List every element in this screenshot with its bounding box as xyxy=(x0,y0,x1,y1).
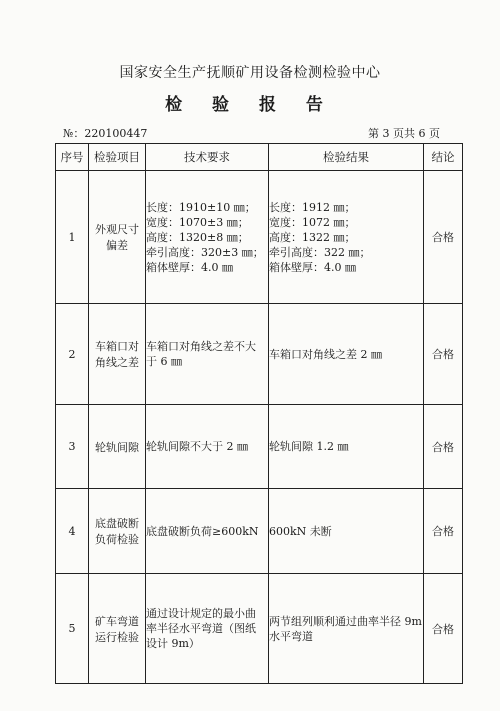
table-header-row xyxy=(56,144,463,171)
inspection-item-line: 底盘破断 xyxy=(95,517,139,530)
result-line: 车箱口对角线之差 2 ㎜ xyxy=(269,347,382,361)
row-number: 1 xyxy=(56,171,89,304)
inspection-result xyxy=(269,171,424,304)
inspection-item xyxy=(89,574,146,684)
inspection-table xyxy=(55,143,463,684)
requirement-line: 牵引高度：320±3 ㎜； xyxy=(146,245,264,259)
column-header-conclusion: 结论 xyxy=(424,144,463,171)
inspection-item-line: 运行检验 xyxy=(95,630,139,644)
table-row xyxy=(56,171,463,304)
inspection-item-line: 偏差 xyxy=(106,239,128,252)
inspection-result xyxy=(269,304,424,405)
inspection-result xyxy=(269,405,424,489)
technical-requirement xyxy=(146,171,269,304)
row-number: 2 xyxy=(56,304,89,405)
inspection-item xyxy=(89,405,146,489)
inspection-result xyxy=(269,574,424,684)
report-number xyxy=(63,125,147,141)
page-indicator: 第 3 页共 6 页 xyxy=(368,127,440,140)
requirement-line: 于 6 ㎜ xyxy=(146,355,182,368)
result-line: 水平弯道 xyxy=(269,629,313,643)
requirement-line: 高度：1320±8 ㎜； xyxy=(146,230,249,244)
requirement-line: 通过设计规定的最小曲 xyxy=(146,607,256,620)
requirement-line: 设计 9m） xyxy=(146,637,200,650)
inspection-item xyxy=(89,171,146,304)
requirement-line: 长度：1910±10 ㎜； xyxy=(146,200,256,214)
inspection-item xyxy=(89,489,146,574)
requirement-line: 箱体壁厚：4.0 ㎜ xyxy=(146,260,233,274)
inspection-item-line: 外观尺寸 xyxy=(95,223,139,236)
conclusion: 合格 xyxy=(424,304,463,405)
report-number-value: 220100447 xyxy=(84,127,148,140)
column-header-no: 序号 xyxy=(56,144,89,171)
conclusion: 合格 xyxy=(424,405,463,489)
technical-requirement xyxy=(146,405,269,489)
column-header-requirement: 技术要求 xyxy=(146,144,269,171)
result-line: 箱体壁厚：4.0 ㎜ xyxy=(269,260,356,274)
organization-title: 国家安全生产抚顺矿用设备检测检验中心 xyxy=(119,65,381,81)
result-line: 600kN 未断 xyxy=(269,524,332,538)
result-line: 牵引高度：322 ㎜； xyxy=(269,245,371,259)
table-row xyxy=(56,574,463,684)
report-title: 检 验 报 告 xyxy=(165,95,335,115)
result-line: 轮轨间隙 1.2 ㎜ xyxy=(269,440,349,453)
row-number: 4 xyxy=(56,489,89,574)
inspection-item-line: 角线之差 xyxy=(95,356,139,369)
inspection-item xyxy=(89,304,146,405)
table-row xyxy=(56,304,463,405)
inspection-item-line: 轮轨间隙 xyxy=(95,440,139,454)
technical-requirement xyxy=(146,304,269,405)
inspection-item-line: 矿车弯道 xyxy=(95,614,139,628)
column-header-item: 检验项目 xyxy=(89,144,146,171)
result-line: 高度：1322 ㎜； xyxy=(269,230,356,244)
inspection-item-line: 车箱口对 xyxy=(95,340,139,353)
conclusion: 合格 xyxy=(424,171,463,304)
result-line: 宽度：1072 ㎜； xyxy=(269,215,356,229)
row-number: 3 xyxy=(56,405,89,489)
result-line: 两节组列顺利通过曲率半径 9m xyxy=(269,614,422,628)
requirement-line: 车箱口对角线之差不大 xyxy=(146,340,256,353)
technical-requirement xyxy=(146,489,269,574)
row-number: 5 xyxy=(56,574,89,684)
column-header-result: 检验结果 xyxy=(269,144,424,171)
conclusion: 合格 xyxy=(424,489,463,574)
conclusion: 合格 xyxy=(424,574,463,684)
technical-requirement xyxy=(146,574,269,684)
requirement-line: 宽度：1070±3 ㎜； xyxy=(146,215,249,229)
table-row xyxy=(56,489,463,574)
table-row xyxy=(56,405,463,489)
result-line: 长度：1912 ㎜； xyxy=(269,200,356,214)
inspection-result xyxy=(269,489,424,574)
requirement-line: 底盘破断负荷≥600kN xyxy=(146,524,259,538)
report-number-label: №： xyxy=(63,127,85,140)
requirement-line: 率半径水平弯道（图纸 xyxy=(146,622,256,635)
requirement-line: 轮轨间隙不大于 2 ㎜ xyxy=(146,440,248,453)
inspection-item-line: 负荷检验 xyxy=(95,533,139,546)
